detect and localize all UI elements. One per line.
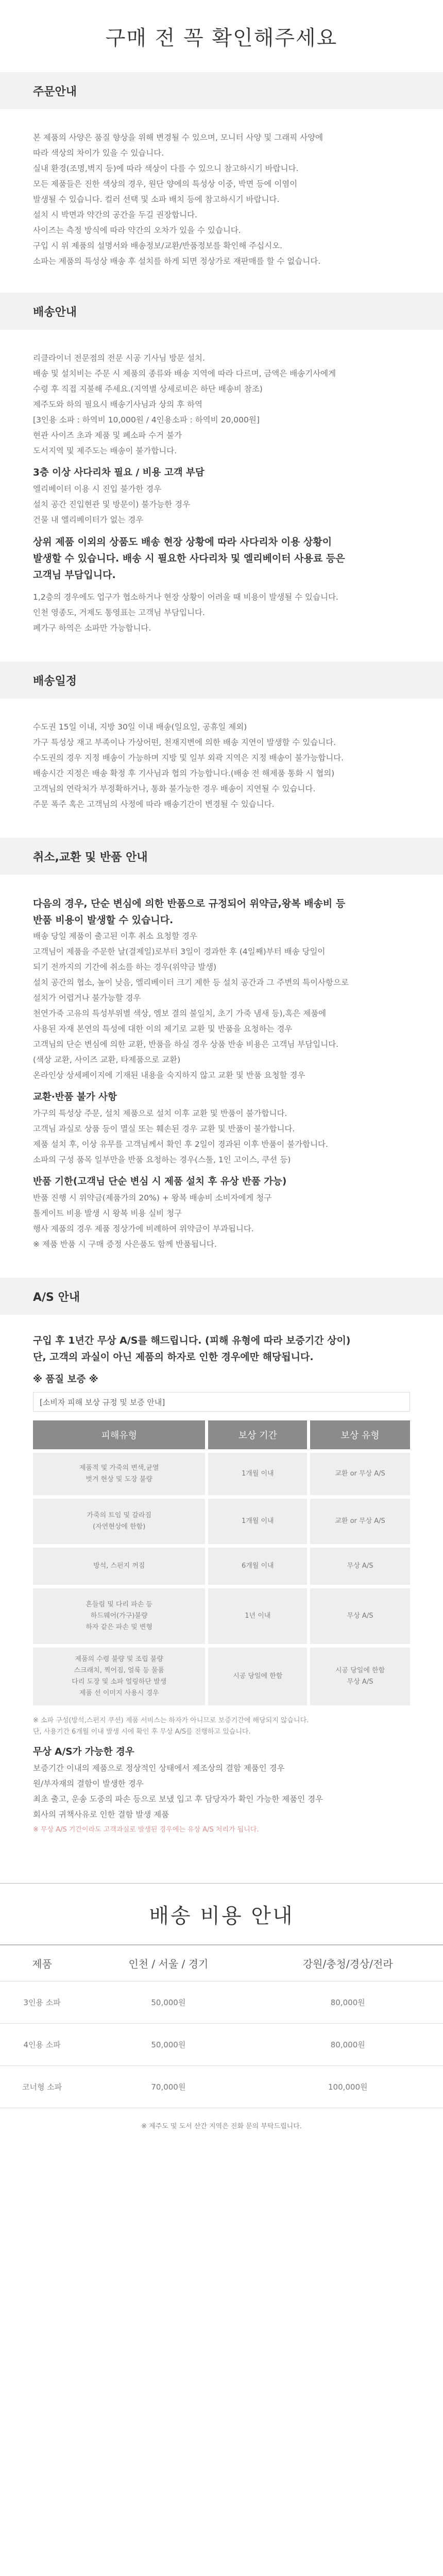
returns-line: ※ 제품 반품 시 구매 증정 사은품도 함께 반품됩니다. <box>33 1240 217 1249</box>
table-cell: 80,000원 <box>253 2023 443 2065</box>
returns-line: 소파의 구성 품목 일부만을 반품 요청하는 경우(스툴, 1인 고이스, 쿠션 등) <box>33 1155 291 1164</box>
schedule-line: 수도권 15일 이내, 지방 30일 이내 배송(일요일, 공휴일 제외) <box>33 722 247 732</box>
table-cell: 교환 or 무상 A/S <box>307 1499 410 1544</box>
table-cell: 70,000원 <box>84 2065 252 2108</box>
table-cell: 80,000원 <box>253 1981 443 2023</box>
returns-line: 고객님 과실로 상품 등이 멸실 또는 훼손된 경우 교환 및 반품이 불가합니다. <box>33 1124 295 1133</box>
returns-line: 제품 설치 후, 이상 유무를 고객님께서 확인 후 2일이 경과된 이후 반품이 불가합니다. <box>33 1140 328 1149</box>
returns-line: 고객님의 단순 변심에 의한 교환, 반품을 하실 경우 상품 반송 비용은 고객님 부담입니다. <box>33 1040 339 1049</box>
delivery-line: [3인용 소파 : 하역비 10,000원 / 4인용소파 : 하역비 20,000원] <box>33 415 260 425</box>
table-cell: 가죽의 트임 및 갈라짐 (자연현상에 한함) <box>33 1499 205 1544</box>
delivery-line: 도서지역 및 제주도는 배송이 불가합니다. <box>33 446 177 455</box>
order-line: 실내 환경(조명,벽지 등)에 따라 색상이 다를 수 있으니 참고하시기 바랍니다. <box>33 164 299 173</box>
order-line: 본 제품의 사양은 품질 향상을 위해 변경될 수 있으며, 모니터 사양 및 그래픽 사양에 <box>33 133 323 142</box>
returns-section-heading: 취소,교환 및 반품 안내 <box>0 838 443 875</box>
delivery-bold-line: 3층 이상 사다리차 필요 / 비용 고객 부담 <box>33 467 205 478</box>
delivery-line: 현관 사이즈 초과 제품 및 폐소파 수거 불가 <box>33 431 182 440</box>
table-cell: 100,000원 <box>253 2065 443 2108</box>
table-row <box>0 2023 443 2065</box>
as-note: 단, 사용기간 6개월 이내 발생 시에 확인 후 무상 A/S를 진행하고 있습니다. <box>33 1728 251 1736</box>
as-warranty-table <box>33 1417 410 1709</box>
shipping-cost-table <box>0 1944 443 2108</box>
table-header-cell: 보상 기간 <box>205 1420 307 1449</box>
as-line: 회사의 귀책사유로 인한 결함 발생 제품 <box>33 1810 169 1819</box>
table-cell: 교환 or 무상 A/S <box>307 1453 410 1495</box>
table-row <box>33 1588 410 1644</box>
table-cell: 3인용 소파 <box>0 1981 84 2023</box>
returns-line: 가구의 특성상 주문, 설치 제품으로 설치 이후 교환 및 반품이 불가합니다. <box>33 1109 287 1118</box>
delivery-line: 리클라이너 전문점의 전문 시공 기사님 방문 설치. <box>33 353 205 363</box>
delivery-line: 1,2층의 경우에도 업구가 협소하거나 현장 상황이 어려울 때 비용이 발생될 수 있습니다. <box>33 592 338 602</box>
delivery-line: 폐가구 하역은 소파만 가능합니다. <box>33 623 151 633</box>
as-criteria-title: ※ 품질 보증 ※ <box>33 1374 98 1385</box>
schedule-line: 고객님의 연락처가 부정확하거나, 통화 불가능한 경우 배송이 지연될 수 있습니다. <box>33 784 316 793</box>
shipping-cost-section <box>0 1863 443 2143</box>
returns-line: 반품 진행 시 위약금(제품가의 20%) + 왕복 배송비 소비자에게 청구 <box>33 1193 272 1202</box>
table-cell: 코너형 소파 <box>0 2065 84 2108</box>
order-section-body <box>0 109 443 293</box>
as-line: 최초 출고, 운송 도중의 파손 등으로 보냈 입고 후 담당자가 확인 가능한 제품인 경우 <box>33 1794 323 1804</box>
order-line: 발생될 수 있습니다. 컬러 선택 및 소파 배치 등에 참고하시기 바랍니다. <box>33 195 280 204</box>
table-header-cell: 인천 / 서울 / 경기 <box>84 1945 252 1981</box>
order-line: 모든 제품들은 진한 색상의 경우, 원단 양에의 특성상 이중, 박면 등에 이염이 <box>33 179 298 189</box>
table-header-cell: 제품 <box>0 1945 84 1981</box>
returns-line: 되기 전까지의 기간에 취소를 하는 경우(위약금 발생) <box>33 962 217 972</box>
returns-line: 고객님이 제품을 주문한 날(결제일)로부터 3일이 경과한 후 (4일째)부터 배송 당일이 <box>33 947 326 956</box>
table-cell: 시공 당일에 한함 무상 A/S <box>307 1648 410 1705</box>
table-cell: 1년 이내 <box>205 1588 307 1644</box>
returns-line: 배송 당일 제품이 출고된 이후 취소 요청할 경우 <box>33 931 197 941</box>
order-line: 따라 색상의 차이가 있을 수 있습니다. <box>33 148 164 158</box>
returns-subheading-deadline: 반품 기한(고객님 단순 변심 시 제품 설치 후 유상 반품 가능) <box>33 1176 287 1187</box>
table-header-cell: 피해유형 <box>33 1420 205 1449</box>
schedule-section-body <box>0 699 443 838</box>
table-row <box>0 2065 443 2108</box>
table-cell: 1개월 이내 <box>205 1453 307 1495</box>
returns-line: 톨게이트 비용 발생 시 왕복 비용 실비 청구 <box>33 1209 182 1218</box>
as-note: ※ 소파 구성(방석,스펀지 쿠션) 제품 서비스는 하자가 아니므로 보증기간에 해당되지 않습니다. <box>33 1717 309 1724</box>
delivery-line: 수령 후 직접 지불해 주세요.(지역별 상세로비은 하단 배송비 참조) <box>33 384 263 394</box>
table-row <box>33 1648 410 1705</box>
as-emphasis: 구입 후 1년간 무상 A/S를 해드립니다. (피해 유형에 따라 보증기간 상이) <box>33 1335 351 1346</box>
delivery-emphasis: 상위 제품 이외의 상품도 배송 현장 상황에 따라 사다리차 이용 상황이 <box>33 536 332 548</box>
order-section-heading: 주문안내 <box>0 72 443 109</box>
delivery-section-body <box>0 330 443 662</box>
delivery-line: 인천 영종도, 거제도 통영표는 고객님 부담입니다. <box>33 608 205 617</box>
schedule-line: 가구 특성상 재고 부족이나 가상어떤, 천재지변에 의한 배송 지연이 발생할 수 있습니다. <box>33 738 336 747</box>
table-header-row <box>0 1945 443 1981</box>
returns-line: (색상 교환, 사이즈 교환, 타제품으로 교환) <box>33 1055 181 1064</box>
schedule-line: 수도권의 경우 지정 배송이 가능하며 지방 및 일부 외곽 지역은 지정 배송이 불가능합니다. <box>33 753 344 762</box>
returns-line: 사용된 자재 본연의 특성에 대한 이의 제기로 교환 및 반품을 요청하는 경우 <box>33 1024 293 1033</box>
as-free-service-heading: 무상 A/S가 가능한 경우 <box>33 1747 134 1757</box>
shipping-cost-title: 배송 비용 안내 <box>149 1904 294 1928</box>
table-cell: 시공 당일에 한함 <box>205 1648 307 1705</box>
table-cell: 방석, 스펀지 꺼짐 <box>33 1548 205 1585</box>
table-row <box>33 1499 410 1544</box>
returns-line: 천연가죽 고유의 특성부위별 색상, 엠보 결의 불일치, 초기 가죽 냄새 등),혹은 제품에 <box>33 1009 327 1018</box>
table-cell: 4인용 소파 <box>0 2023 84 2065</box>
order-line: 사이즈는 측정 방식에 따라 약간의 오차가 있을 수 있습니다. <box>33 226 241 235</box>
returns-line: 설치 공간의 협소, 높이 낮음, 엘리베이터 크기 제한 등 설치 공간과 그 주변의 특이사항으로 <box>33 978 349 987</box>
order-line: 소파는 제품의 특성상 배송 후 설치를 하게 되면 정상가로 재판매를 할 수 없습니다. <box>33 257 321 266</box>
table-cell: 흔들림 및 다리 파손 등 하드웨어(가구)불량 하자 같은 파손 및 변형 <box>33 1588 205 1644</box>
schedule-line: 배송시간 지정은 배송 확정 후 기사님과 협의 가능합니다.(배송 전 해제품 통화 시 협의) <box>33 769 335 778</box>
delivery-emphasis: 발생할 수 있습니다. 배송 시 필요한 사다리차 및 엘리베이터 사용료 등은 <box>33 553 345 564</box>
delivery-line: 설치 공간 진입현관 및 방문이) 불가능한 경우 <box>33 500 191 509</box>
as-section-heading: A/S 안내 <box>0 1278 443 1315</box>
table-row <box>0 1981 443 2023</box>
as-warning: ※ 무상 A/S 기간이라도 고객과실로 발생된 경우에는 유상 A/S 처리가 됩니다. <box>33 1826 259 1834</box>
shipping-footnote: ※ 제주도 및 도서 산간 지역은 진화 문의 부탁드립니다. <box>141 2123 302 2130</box>
as-criteria-box: [소비자 피해 보상 규정 및 보증 안내] <box>33 1392 410 1412</box>
returns-emphasis: 다음의 경우, 단순 변심에 의한 반품으로 규정되어 위약금,왕복 배송비 등 <box>33 898 346 909</box>
page-title: 구매 전 꼭 확인해주세요 <box>105 26 338 50</box>
as-section-body <box>0 1315 443 1863</box>
table-header-row <box>33 1420 410 1449</box>
as-line: 보증기간 이내의 제품으로 정상적인 상태에서 제조상의 결함 제품인 경우 <box>33 1764 285 1773</box>
returns-emphasis: 반품 비용이 발생할 수 있습니다. <box>33 914 174 926</box>
returns-line: 온라인상 상세페이지에 기재된 내용을 숙지하지 않고 교환 및 반품 요청할 경우 <box>33 1071 305 1080</box>
table-cell: 무상 A/S <box>307 1588 410 1644</box>
as-emphasis: 단, 고객의 과실이 아닌 제품의 하자로 인한 경우에만 해당됩니다. <box>33 1351 314 1363</box>
table-cell: 제품의 수령 불량 및 조립 불량 스크래치, 찍어짐, 얼룩 등 물품 다리 도장 및 소파 얼링하단 발생 제품 선 이미지 사용시 경우 <box>33 1648 205 1705</box>
order-line: 설치 시 박면과 약간의 공간을 두길 권장합니다. <box>33 210 197 219</box>
delivery-line: 배송 및 설치비는 주문 시 제품의 종류와 배송 지역에 따라 다르며, 금액은 배송기사에게 <box>33 369 336 378</box>
table-cell: 50,000원 <box>84 1981 252 2023</box>
returns-line: 행사 제품의 경우 제품 정상가에 비례하여 위약금이 부과됩니다. <box>33 1224 254 1233</box>
table-cell: 제품적 및 가죽의 변색,균열 벗겨 현상 및 도장 불량 <box>33 1453 205 1495</box>
delivery-line: 제주도와 하의 필요시 배송기사님과 상의 후 하역 <box>33 400 203 409</box>
schedule-line: 주문 폭주 혹은 고객님의 사정에 따라 배송기간이 변경될 수 있습니다. <box>33 800 275 809</box>
returns-section-body <box>0 875 443 1278</box>
table-header-cell: 보상 유형 <box>307 1420 410 1449</box>
delivery-section-heading: 배송안내 <box>0 293 443 330</box>
as-line: 원/부자재의 결함이 발생한 경우 <box>33 1779 144 1788</box>
table-cell: 1개월 이내 <box>205 1499 307 1544</box>
table-cell: 50,000원 <box>84 2023 252 2065</box>
table-cell: 무상 A/S <box>307 1548 410 1585</box>
table-cell: 6개월 이내 <box>205 1548 307 1585</box>
returns-line: 설치가 어렵거나 불가능할 경우 <box>33 993 141 1003</box>
table-row <box>33 1548 410 1585</box>
table-row <box>33 1453 410 1495</box>
order-line: 구입 시 위 제품의 설명서와 배송정보/교환/반품정보를 확인해 주십시오. <box>33 241 283 250</box>
delivery-line: 엘리베이터 이용 시 진입 불가한 경우 <box>33 484 162 494</box>
delivery-line: 건물 내 엘리베이터가 없는 경우 <box>33 515 144 524</box>
delivery-emphasis: 고객님 부담입니다. <box>33 569 116 581</box>
returns-subheading-no-return: 교환·반품 불가 사항 <box>33 1092 117 1103</box>
schedule-section-heading: 배송일정 <box>0 662 443 699</box>
table-header-cell: 강원/충청/경상/전라 <box>253 1945 443 1981</box>
